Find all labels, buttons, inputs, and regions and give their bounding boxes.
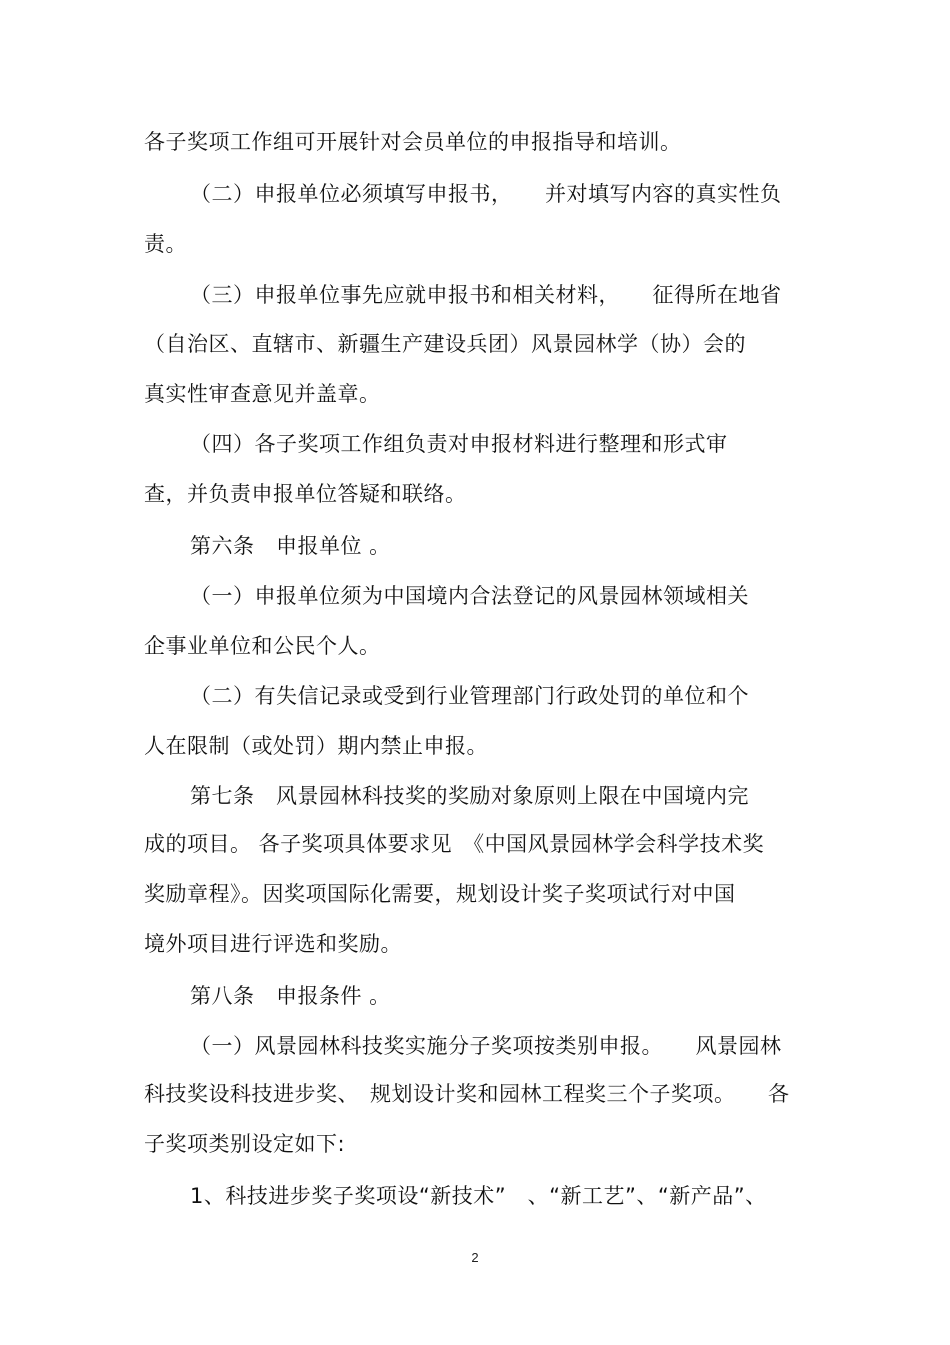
text-line: 真实性审查意见并盖章。 [144,382,381,406]
text-line: 企事业单位和公民个人。 [144,634,381,658]
text-line: （一）申报单位须为中国境内合法登记的风景园林领域相关 [190,584,749,608]
text-line: 责。 [144,232,187,256]
text-line: （二）申报单位必须填写申报书， 并对填写内容的真实性负 [190,182,782,206]
section-heading: 第七条 风景园林科技奖的奖励对象原则上限在中国境内完 [190,784,749,808]
text-line: 1、科技进步奖子奖项设“新技术” 、“新工艺”、“新产品”、 [190,1184,767,1208]
text-line: （一）风景园林科技奖实施分子奖项按类别申报。 风景园林 [190,1034,782,1058]
text-line: （自治区、直辖市、新疆生产建设兵团）风景园林学（协）会的 [144,332,746,356]
text-line: 成的项目。 各子奖项具体要求见 《中国风景园林学会科学技术奖 [144,832,765,856]
text-line: 子奖项类别设定如下: [144,1132,346,1156]
section-heading: 第六条 申报单位 。 [190,534,391,558]
text-line: 人在限制（或处罚）期内禁止申报。 [144,734,488,758]
page-number: 2 [471,1250,479,1265]
text-line: 境外项目进行评选和奖励。 [144,932,402,956]
text-line: （三）申报单位事先应就申报书和相关材料， 征得所在地省 [190,283,782,307]
text-line: 科技奖设科技进步奖、 规划设计奖和园林工程奖三个子奖项。 各 [144,1082,790,1106]
text-line: （二）有失信记录或受到行业管理部门行政处罚的单位和个 [190,684,749,708]
section-heading: 第八条 申报条件 。 [190,984,391,1008]
text-line: 查，并负责申报单位答疑和联络。 [144,482,467,506]
text-line: 奖励章程》。因奖项国际化需要，规划设计奖子奖项试行对中国 [144,882,736,906]
text-line: 各子奖项工作组可开展针对会员单位的申报指导和培训。 [144,130,682,154]
text-line: （四）各子奖项工作组负责对申报材料进行整理和形式审 [190,432,728,456]
